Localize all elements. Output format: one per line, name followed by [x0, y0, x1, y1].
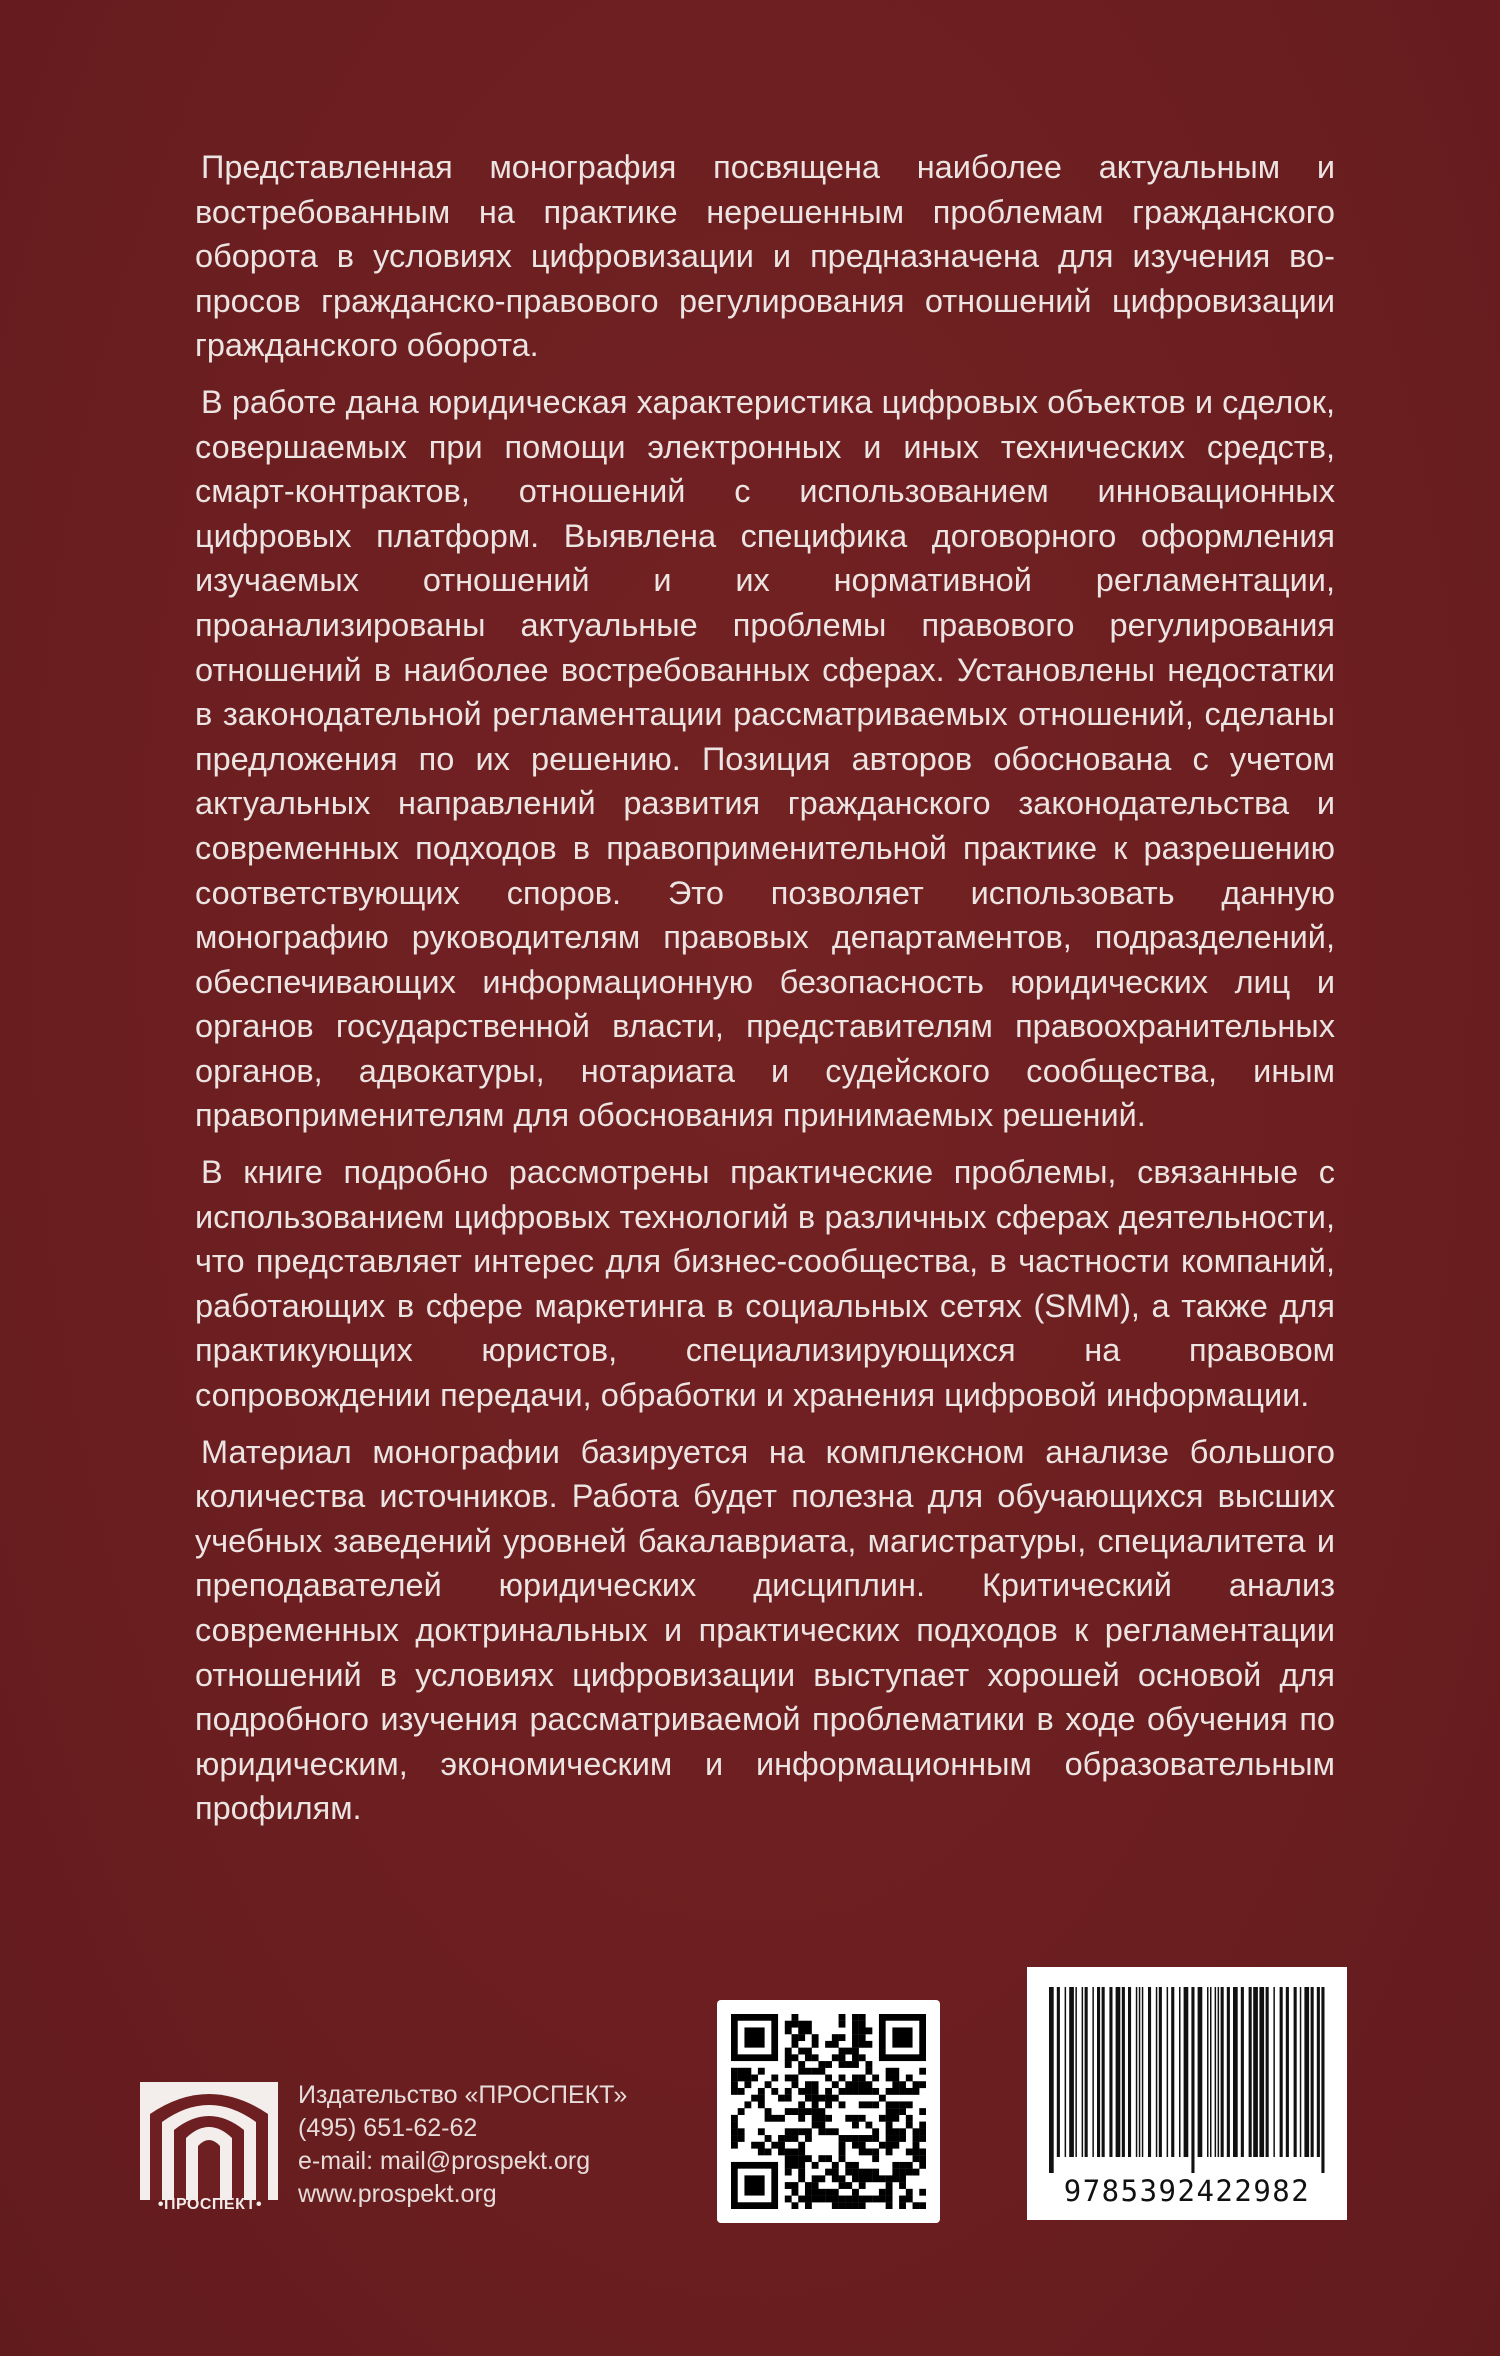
logo-caption: •ПРОСПЕКТ•	[157, 2196, 263, 2213]
publisher-info	[298, 2079, 698, 2211]
paragraph-3: В книге подробно рассмотрены практические проблемы, связанные с использованием цифровых технологий в различных сферах деятельности, что представляет интерес для бизнес-сообщества, в частности компаний, работающих в сфере маркетинга в социальных сетях (SMM), а также для практикующих юристов, специализирующихся на правовом сопровождении передачи, обработки и хранения цифровой информации.	[195, 1154, 1335, 1414]
publisher-name: Издательство «ПРОСПЕКТ»	[298, 2081, 628, 2109]
publisher-email: e-mail: mail@prospekt.org	[298, 2147, 591, 2175]
description-text	[195, 145, 1335, 1843]
qr-code-icon	[731, 2014, 926, 2209]
publisher-logo-icon	[140, 2082, 278, 2212]
qr-code	[717, 2000, 940, 2223]
paragraph-1: Представленная монография посвящена наиболее актуальным и востребованным на практике нерешенным проблемам гражданского оборота в условиях цифровизации и предназначена для изучения вопросов гражданско-правового регулирования отношений цифровизации гражданского оборота.	[195, 149, 1335, 364]
publisher-website: www.prospekt.org	[298, 2180, 497, 2208]
barcode-icon	[1027, 1967, 1347, 2177]
paragraph-4: Материал монографии базируется на комплексном анализе большого количества источников. Работа будет полезна для обучающихся высших учебных заведений уровней бакалавриата, магистратуры, специалитета и преподавателей юридических дисциплин. Критический анализ современных доктринальных и практических подходов к регламентации отношений в условиях цифровизации выступает хорошей основой для подробного изучения рассматриваемой проблематики в ходе обучения по юридическим, экономическим и информационным образовательным профилям.	[195, 1433, 1335, 1827]
publisher-phone: (495) 651-62-62	[298, 2114, 478, 2142]
isbn-digits: 9785392422982	[1063, 2174, 1311, 2208]
isbn-barcode	[1027, 1967, 1347, 2220]
paragraph-2: В работе дана юридическая характеристика цифровых объектов и сделок, совершаемых при помощи электронных и иных технических средств, смарт-контрактов, отношений с использованием инновационных цифровых платформ. Выявлена специфика договорного оформления изучаемых отношений и их нормативной регламентации, проанализированы актуальные проблемы правового регулирования отношений в наиболее востребованных сферах. Установлены недостатки в законодательной регламентации рассматриваемых отношений, сделаны предложения по их решению. Позиция авторов обоснована с учетом актуальных направлений развития гражданского законодательства и современных подходов в правоприменительной практике к разрешению соответствующих споров. Это позволяет использовать данную монографию руководителям правовых департаментов, подразделений, обеспечивающих информационную безопасность юридических лиц и органов государственной власти, представителям правоохранительных органов, адвокатуры, нотариата и судейского сообщества, иным правоприменителям для обоснования принимаемых решений.	[195, 383, 1335, 1134]
